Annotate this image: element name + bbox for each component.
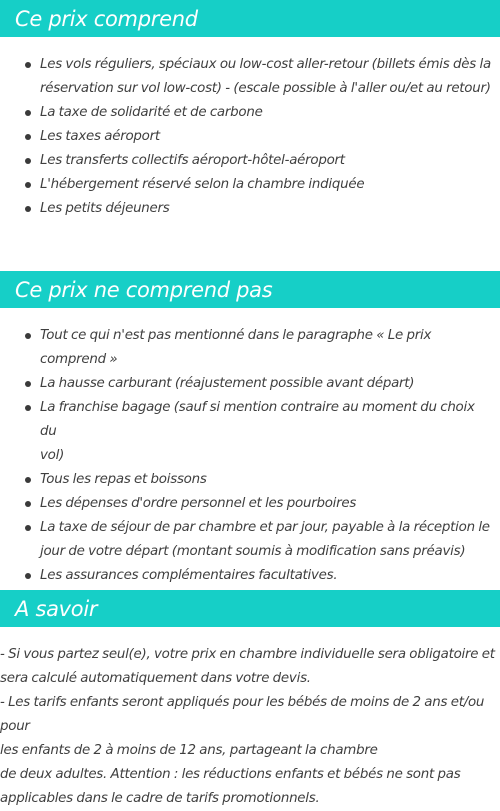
bullet-icon [25, 573, 31, 579]
info-note-2 [0, 691, 500, 811]
bullet-icon [25, 182, 31, 188]
bullet-icon [25, 62, 31, 68]
list-item [0, 492, 500, 516]
list-item-text: La taxe de solidarité et de carbone [40, 105, 263, 120]
bullet-icon [25, 333, 31, 339]
list-item-text: Les transferts collectifs aéroport-hôtel-aéroport [40, 153, 345, 168]
bullet-icon [25, 381, 31, 387]
info-line: - Si vous partez seul(e), votre prix en chambre individuelle sera obligatoire et [0, 647, 495, 662]
excluded-section-title: Ce prix ne comprend pas [15, 277, 273, 302]
list-item-text: La hausse carburant (réajustement possible avant départ) [40, 376, 415, 391]
bullet-icon [25, 110, 31, 116]
bullet-icon [25, 206, 31, 212]
list-item-text-cont: vol) [40, 448, 65, 463]
bullet-icon [25, 158, 31, 164]
list-item-text: L'hébergement réservé selon la chambre indiquée [40, 177, 365, 192]
included-section-title: Ce prix comprend [15, 6, 198, 31]
list-item [0, 125, 500, 149]
list-item [0, 101, 500, 125]
list-item-text-cont: jour de votre départ (montant soumis à modification sans préavis) [40, 544, 466, 559]
info-line: applicables dans le cadre de tarifs promotionnels. [0, 791, 320, 806]
info-note-1 [0, 643, 500, 691]
list-item-text: Les dépenses d'ordre personnel et les pourboires [40, 496, 357, 511]
info-line: les enfants de 2 à moins de 12 ans, partageant la chambre [0, 743, 378, 758]
included-section-header [0, 0, 500, 37]
info-line: - Les tarifs enfants seront appliqués pour les bébés de moins de 2 ans et/ou pour [0, 695, 485, 734]
list-item [0, 324, 500, 372]
excluded-section-header [0, 271, 500, 308]
list-item [0, 173, 500, 197]
info-line: de deux adultes. Attention : les réductions enfants et bébés ne sont pas [0, 767, 461, 782]
list-item-text: Les petits déjeuners [40, 201, 170, 216]
info-line: sera calculé automatiquement dans votre devis. [0, 671, 311, 686]
list-item-text: Les assurances complémentaires facultatives. [40, 568, 338, 583]
list-item-text: Les taxes aéroport [40, 129, 160, 144]
list-item [0, 53, 500, 101]
included-list [0, 53, 500, 221]
bullet-icon [25, 405, 31, 411]
list-item [0, 372, 500, 396]
list-item [0, 468, 500, 492]
list-item [0, 564, 500, 588]
list-item-text: Les vols réguliers, spéciaux ou low-cost aller-retour (billets émis dès la [40, 57, 491, 72]
list-item [0, 197, 500, 221]
list-item-text: La taxe de séjour de par chambre et par jour, payable à la réception le [40, 520, 490, 535]
list-item-text: Tous les repas et boissons [40, 472, 207, 487]
bullet-icon [25, 525, 31, 531]
bullet-icon [25, 501, 31, 507]
list-item [0, 516, 500, 564]
info-notes [0, 643, 500, 811]
info-section-header [0, 590, 500, 627]
list-item [0, 149, 500, 173]
bullet-icon [25, 134, 31, 140]
list-item-text: Tout ce qui n'est pas mentionné dans le paragraphe « Le prix comprend » [40, 328, 432, 367]
list-item-text-cont: réservation sur vol low-cost) - (escale possible à l'aller ou/et au retour) [40, 81, 491, 96]
list-item [0, 396, 500, 468]
list-item-text: La franchise bagage (sauf si mention contraire au moment du choix du [40, 400, 475, 439]
bullet-icon [25, 477, 31, 483]
info-section-title: A savoir [15, 596, 98, 621]
excluded-list [0, 324, 500, 588]
